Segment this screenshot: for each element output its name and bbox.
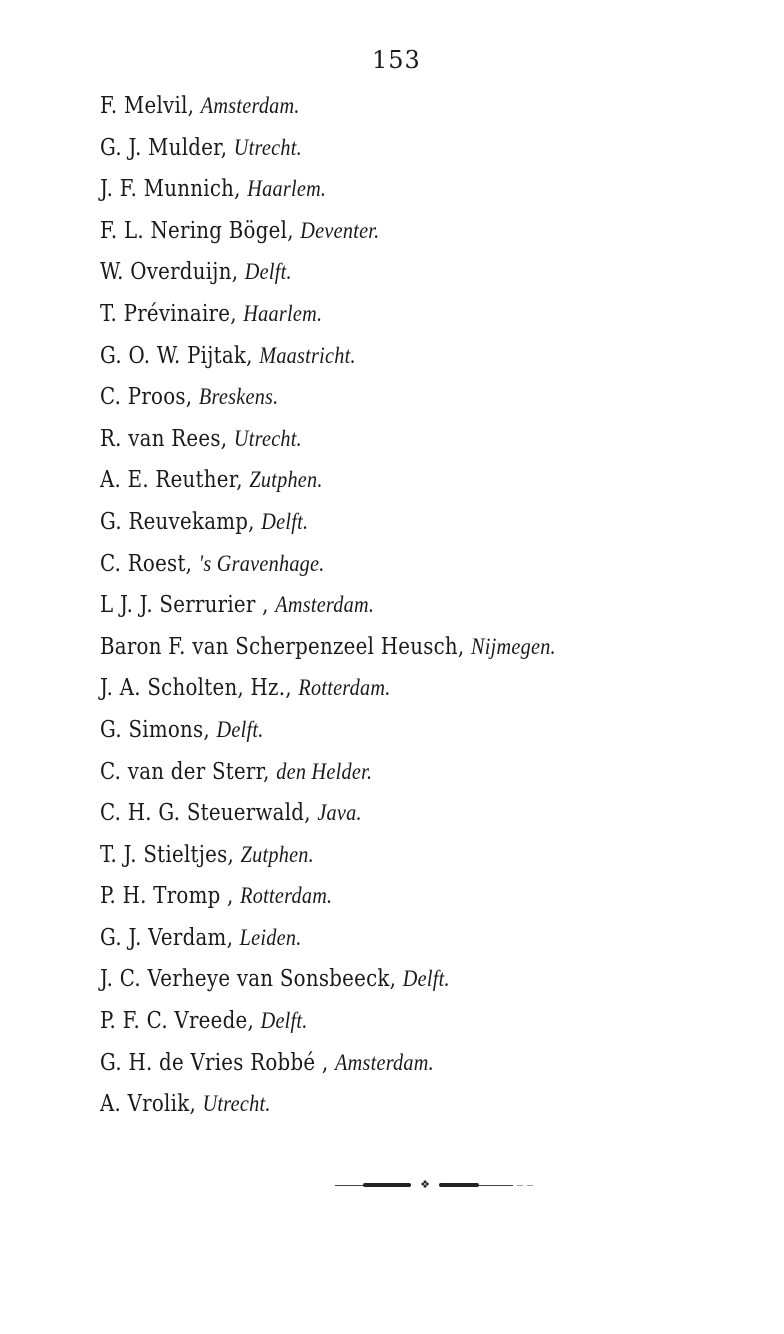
list-item [100,211,676,253]
list-item [100,1001,676,1043]
list-item [100,252,676,294]
member-name: L J. J. Serrurier , [100,592,269,619]
member-name: P. H. Tromp , [100,883,234,910]
member-name: J. C. Verheye van Sonsbeeck, [100,966,397,993]
member-place: Delft. [216,716,264,743]
list-item [100,668,676,710]
list-item [100,876,676,918]
member-name: C. van der Sterr, [100,758,270,785]
list-item [100,460,676,502]
list-item [100,1043,676,1085]
list-item [100,710,676,752]
member-name: C. Roest, [100,550,193,577]
member-name: A. E. Reuther, [100,467,243,494]
member-name: G. Simons, [100,716,210,743]
member-name: G. O. W. Pijtak, [100,342,253,369]
member-name: G. J. Verdam, [100,924,234,951]
list-item [100,336,676,378]
list-item [100,128,676,170]
member-place: Haarlem. [243,300,323,327]
list-item [100,959,676,1001]
ornamental-rule-icon [335,1178,535,1194]
member-place: Java. [317,800,362,827]
member-place: Delft. [402,966,450,993]
member-name: F. Melvil, [100,93,195,119]
member-place: Delft. [244,259,292,286]
member-place: Nijmegen. [471,633,556,660]
member-place: Haarlem. [247,176,327,203]
list-item [100,294,676,336]
member-place: Amsterdam. [335,1049,434,1076]
member-name: J. F. Munnich, [100,176,241,203]
member-place: den Helder. [276,758,373,785]
list-item [100,544,676,586]
member-place: Zutphen. [249,467,323,494]
member-name: T. J. Stieltjes, [100,841,235,868]
list-item [100,1084,676,1126]
member-place: Zutphen. [240,841,314,868]
member-list [100,86,770,1126]
member-name: A. Vrolik, [100,1091,197,1118]
member-name: P. F. C. Vreede, [100,1008,255,1035]
member-name: C. Proos, [100,384,193,411]
member-place: Breskens. [198,384,279,411]
list-item [100,502,676,544]
member-place: Maastricht. [259,342,356,369]
member-place: Amsterdam. [275,592,375,619]
list-item [100,377,676,419]
list-item [100,752,676,794]
member-place: Leiden. [239,924,302,951]
list-item [100,835,676,877]
member-place: Amsterdam. [200,93,300,119]
member-place: Delft. [261,508,309,535]
member-name: G. Reuvekamp, [100,508,255,535]
list-item [100,793,676,835]
list-item [100,419,676,461]
member-place: Utrecht. [233,134,302,161]
member-place: Utrecht. [202,1091,271,1118]
member-name: C. H. G. Steuerwald, [100,800,311,827]
member-place: Deventer. [300,217,380,244]
member-place: Rotterdam. [298,675,391,702]
page-number: 153 [372,46,421,74]
member-place: Utrecht. [233,425,302,452]
member-place: Rotterdam. [240,883,333,910]
list-item [100,86,676,128]
member-place: 's Gravenhage. [198,550,325,577]
list-item [100,918,676,960]
member-name: R. van Rees, [100,425,228,452]
list-item [100,627,676,669]
member-name: F. L. Nering Bögel, [100,217,294,244]
member-name: W. Overduijn, [100,259,239,286]
member-place: Delft. [260,1008,308,1035]
member-name: J. A. Scholten, Hz., [100,675,292,702]
list-item [100,169,676,211]
list-item [100,585,676,627]
ornament-knot-icon: ❖ [420,1178,430,1191]
member-name: G. J. Mulder, [100,134,228,161]
member-name: G. H. de Vries Robbé , [100,1049,329,1076]
member-name: Baron F. van Scherpenzeel Heusch, [100,633,465,660]
member-name: T. Prévinaire, [100,300,237,327]
